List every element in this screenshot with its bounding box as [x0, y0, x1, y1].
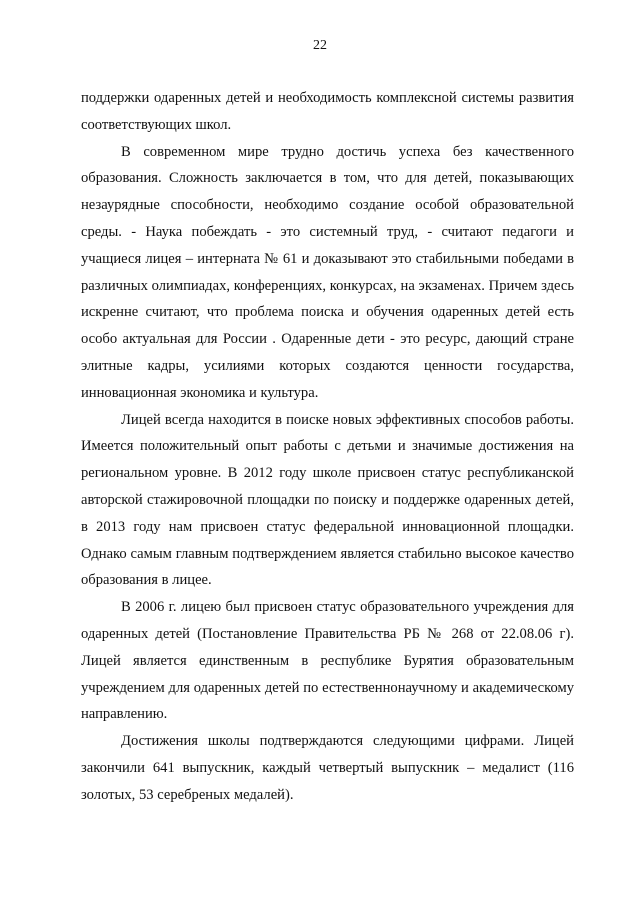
page-number: 22 — [313, 38, 327, 53]
paragraph-status-2006: В 2006 г. лицею был присвоен статус образовательного учреждения для одаренных детей (Постановление Правительства РБ № 268 от 22.08.06 г). Лицей является единственным в республике Бурятия образовательным учреждением для одаренных детей по естественнонаучному и академическому направлению. — [81, 599, 574, 723]
paragraph-continuation: поддержки одаренных детей и необходимость комплексной системы развития соответствующих школ. — [81, 90, 574, 133]
paragraph-achievements: Достижения школы подтверждаются следующими цифрами. Лицей закончили 641 выпускник, каждый четвертый выпускник – медалист (116 золотых, 53 серебреных медалей). — [81, 733, 574, 803]
paragraph-education: В современном мире трудно достичь успеха без качественного образования. Сложность заключается в том, что для детей, показывающих незаурядные способности, необходимо создание особой образовательной среды. - Наука побеждать - это системный труд, - считают педагоги и учащиеся лицея – интерната № 61 и доказывают это стабильными победами в различных олимпиадах, конференциях, конкурсах, на экзаменах. Причем здесь искренне считают, что проблема поиска и обучения одаренных детей есть особо актуальная для России . Одаренные дети - это ресурс, дающий стране элитные кадры, усилиями которых создаются ценности государства, инновационная экономика и культура. — [81, 143, 574, 401]
page-body — [81, 85, 574, 809]
paragraph-lyceum-search: Лицей всегда находится в поиске новых эффективных способов работы. Имеется положительный опыт работы с детьми и значимые достижения на региональном уровне. В 2012 году школе присвоен статус республиканской авторской стажировочной площадки по поиску и поддержке одаренных детей, в 2013 году нам присвоен статус федеральной инновационной площадки. Однако самым главным подтверждением является стабильно высокое качество образования в лицее. — [81, 411, 574, 589]
